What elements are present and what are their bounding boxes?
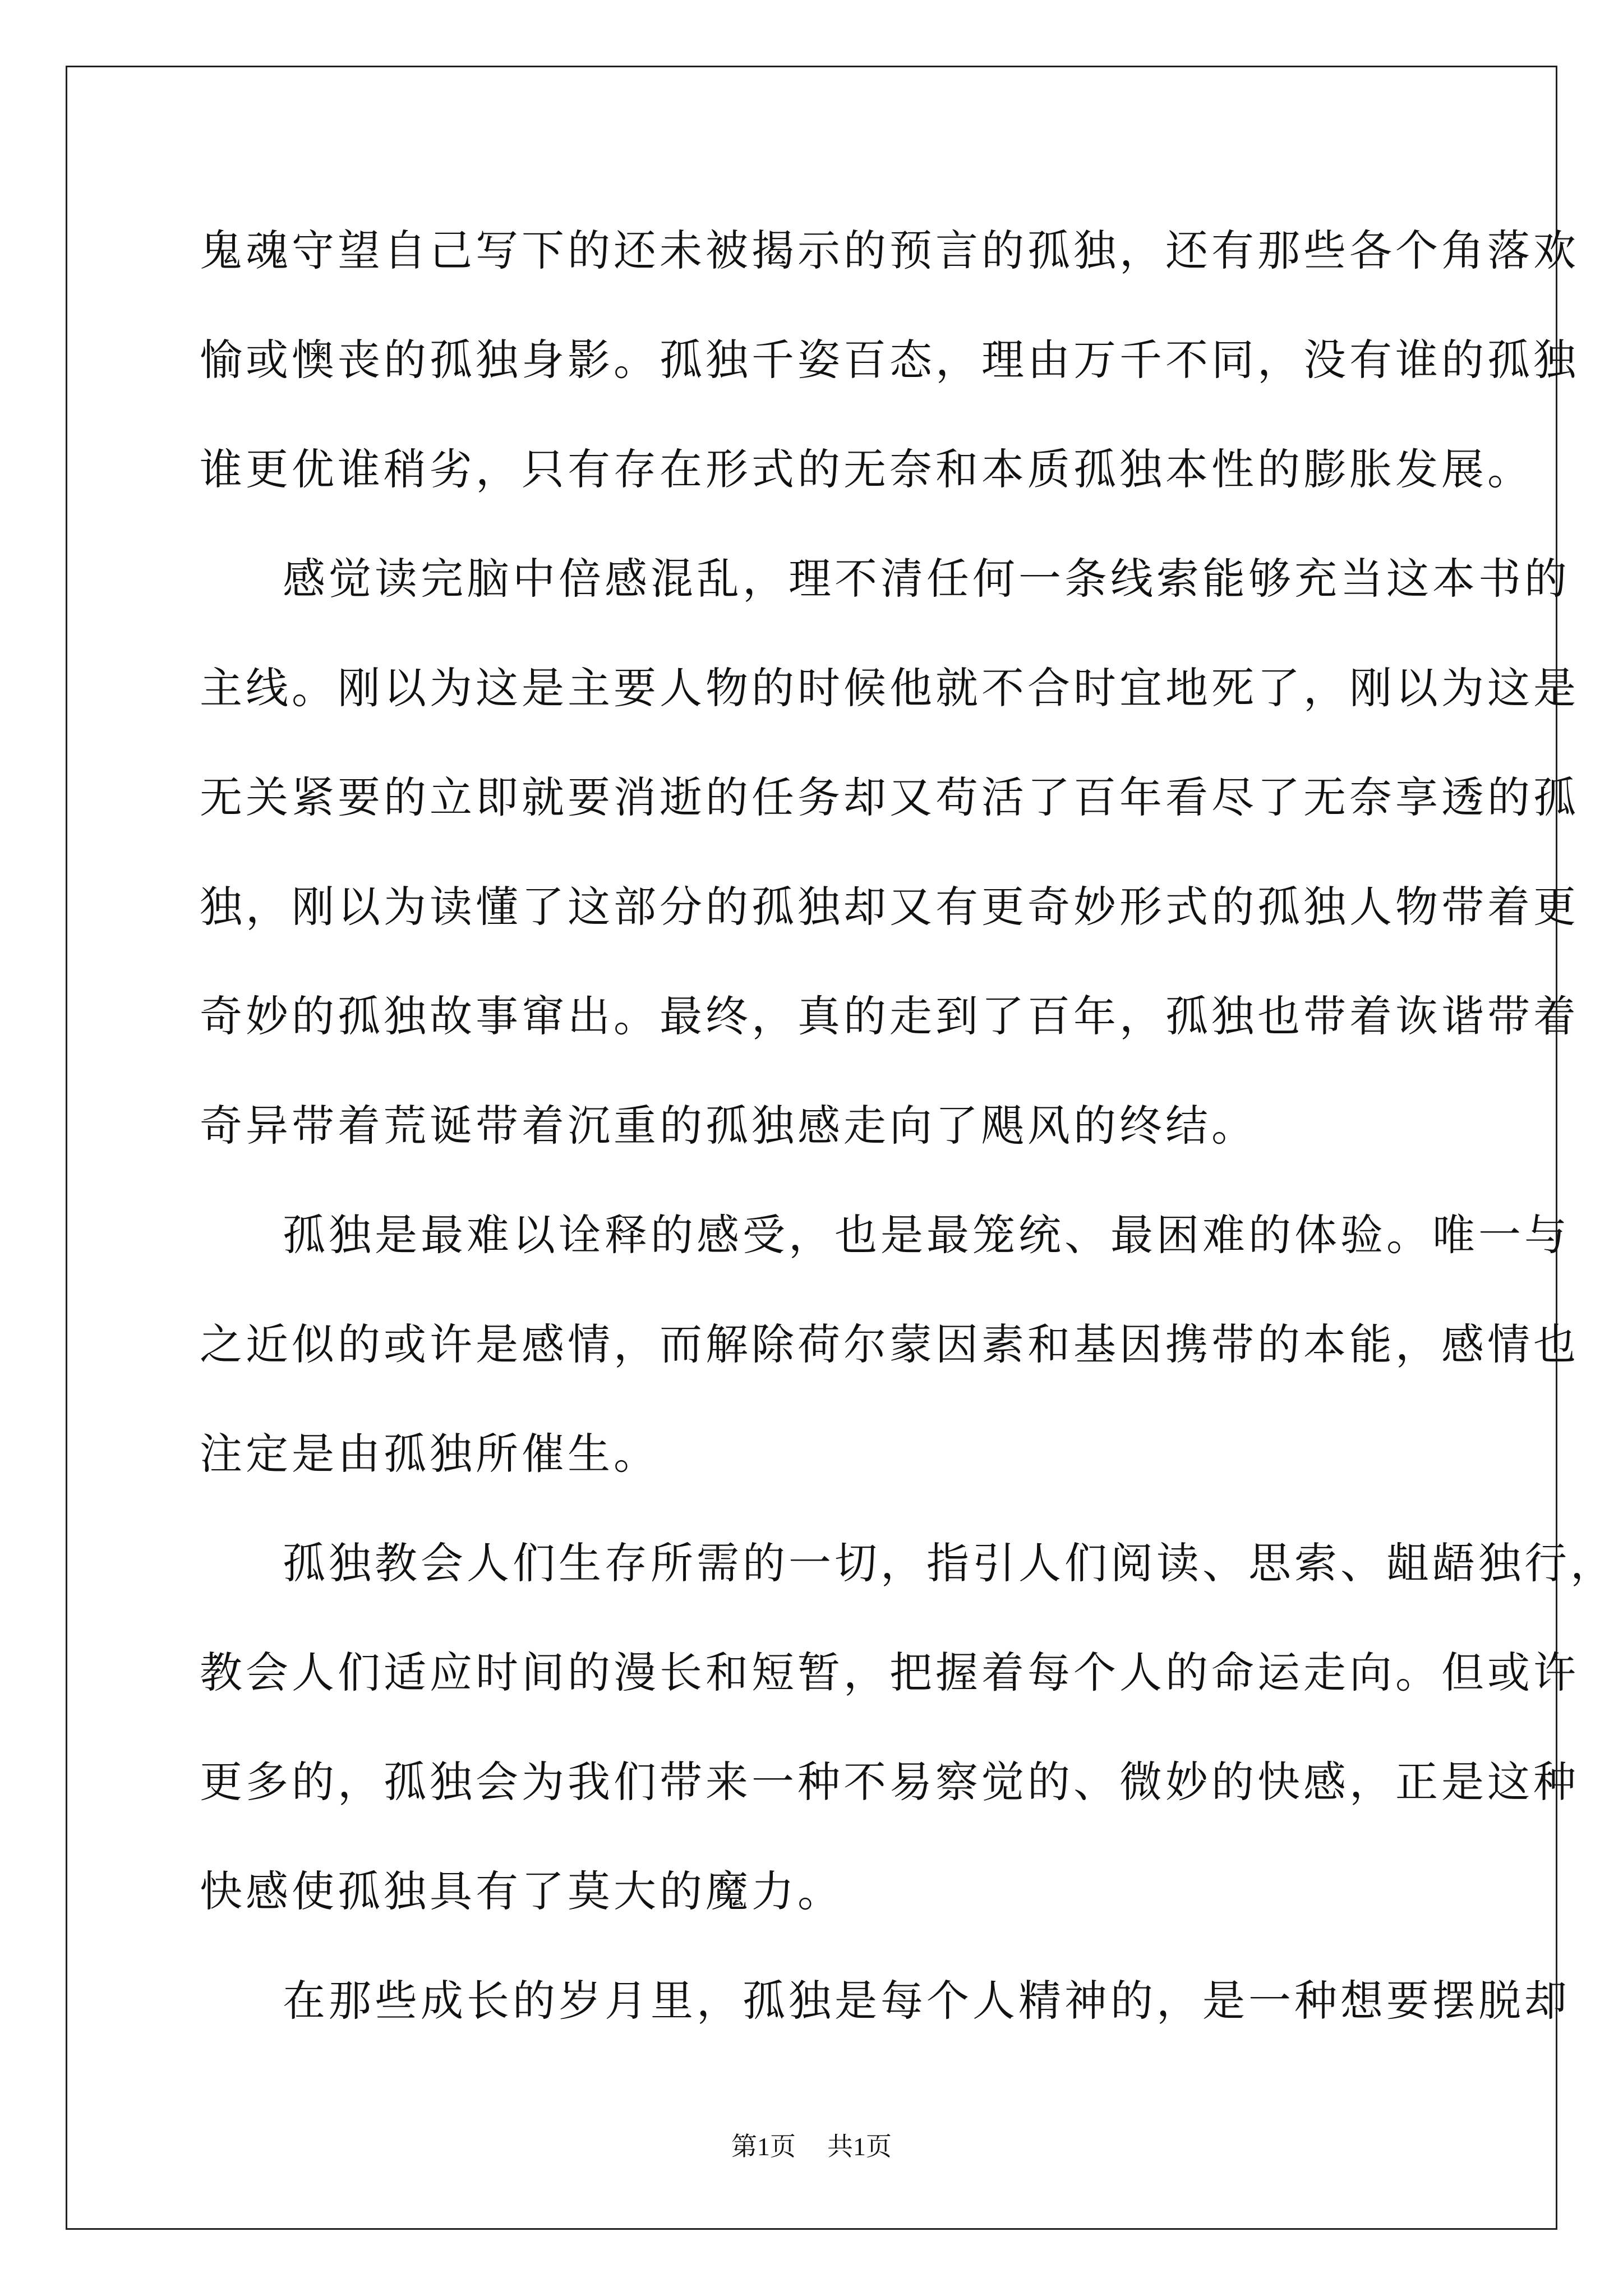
paragraph-first-line: 在那些成长的岁月里，孤独是每个人精神的，是一种想要摆脱却: [283, 1976, 1570, 2026]
text-line: 独，刚以为读懂了这部分的孤独却又有更奇妙形式的孤独人物带着更: [200, 882, 1579, 932]
text-line: 注定是由孤独所催生。: [200, 1429, 660, 1479]
page-number: 第1页: [731, 2132, 796, 2161]
text-line: 谁更优谁稍劣，只有存在形式的无奈和本质孤独本性的膨胀发展。: [200, 444, 1533, 494]
text-line: 鬼魂守望自己写下的还未被揭示的预言的孤独，还有那些各个角落欢: [200, 226, 1579, 275]
text-line: 快感使孤独具有了莫大的魔力。: [200, 1866, 843, 1916]
text-line: 主线。刚以为这是主要人物的时候他就不合时宜地死了，刚以为这是: [200, 663, 1579, 713]
text-line: 奇妙的孤独故事窜出。最终，真的走到了百年，孤独也带着诙谐带着: [200, 991, 1579, 1041]
page-footer: [0, 2126, 1623, 2163]
text-line: 奇异带着荒诞带着沉重的孤独感走向了飓风的终结。: [200, 1101, 1257, 1151]
paragraph-first-line: 感觉读完脑中倍感混乱，理不清任何一条线索能够充当这本书的: [283, 554, 1570, 604]
page-count: 共1页: [827, 2132, 892, 2161]
paragraph-first-line: 孤独是最难以诠释的感受，也是最笼统、最困难的体验。唯一与: [283, 1210, 1570, 1260]
text-line: 无关紧要的立即就要消逝的任务却又苟活了百年看尽了无奈享透的孤: [200, 772, 1579, 822]
text-line: 教会人们适应时间的漫长和短暂，把握着每个人的命运走向。但或许: [200, 1648, 1579, 1697]
text-line: 之近似的或许是感情，而解除荷尔蒙因素和基因携带的本能，感情也: [200, 1319, 1579, 1369]
document-body: [200, 209, 1616, 2068]
text-line: 愉或懊丧的孤独身影。孤独千姿百态，理由万千不同，没有谁的孤独: [200, 335, 1579, 385]
text-line: 更多的，孤独会为我们带来一种不易察觉的、微妙的快感，正是这种: [200, 1757, 1579, 1807]
paragraph-first-line: 孤独教会人们生存所需的一切，指引人们阅读、思索、龃龉独行，: [283, 1538, 1616, 1588]
